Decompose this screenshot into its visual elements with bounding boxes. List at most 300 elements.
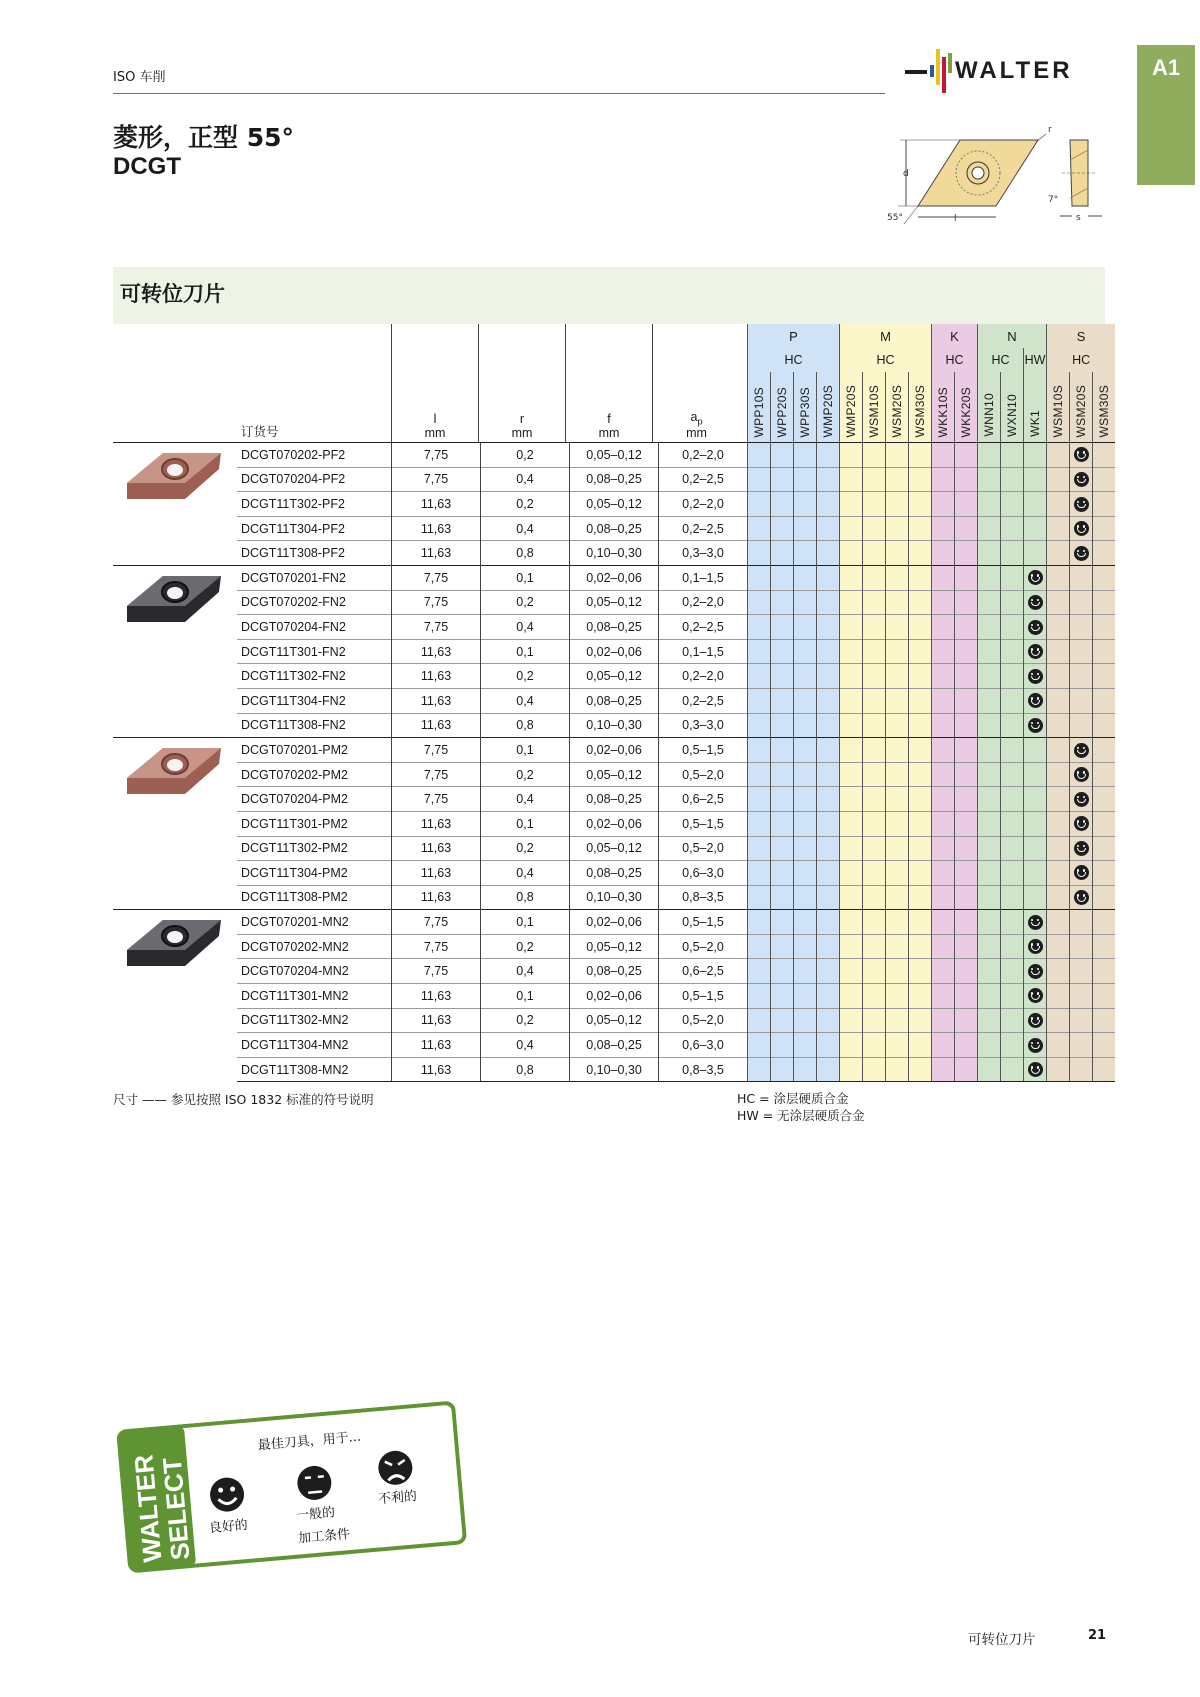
grade-cell [955, 738, 978, 763]
table-row[interactable] [113, 1033, 1161, 1058]
grade-cell [909, 959, 932, 984]
grade-cell [840, 467, 863, 492]
grade-cell [748, 934, 771, 959]
grade-cell [909, 861, 932, 886]
grade-cell [840, 639, 863, 664]
cell-f: 0,10–0,30 [570, 713, 659, 738]
good-condition-smile-icon [1028, 988, 1043, 1003]
table-row[interactable] [113, 910, 1161, 935]
insert-dimension-diagram [870, 120, 1110, 240]
legend-hw: HW = 无涂层硬质合金 [737, 1108, 865, 1123]
grade-cell [909, 492, 932, 517]
bad-label: 不利的 [377, 1489, 418, 1508]
grade-cell [978, 467, 1001, 492]
grade-cell [955, 664, 978, 689]
grade-cell [909, 836, 932, 861]
table-row[interactable] [113, 639, 1161, 664]
grade-cell [1047, 959, 1070, 984]
grade-cell [955, 1057, 978, 1082]
cell-f: 0,05–0,12 [570, 664, 659, 689]
grade-cell [1001, 664, 1024, 689]
grade-cell [955, 443, 978, 468]
grade-cell [1024, 787, 1047, 812]
col-header-ap: $a_p$ mm [652, 324, 740, 442]
table-row[interactable] [113, 861, 1161, 886]
label-l: l [954, 214, 957, 224]
grade-cell [1024, 738, 1047, 763]
grade-cell [1024, 541, 1047, 566]
grade-cell [771, 492, 794, 517]
cell-l: 11,63 [392, 836, 481, 861]
grade-cell [1070, 713, 1093, 738]
cell-l: 11,63 [392, 984, 481, 1009]
grade-cell [1093, 615, 1116, 640]
cell-r: 0,1 [481, 639, 570, 664]
good-condition-smile-icon [1074, 865, 1089, 880]
grade-cell [955, 861, 978, 886]
table-row[interactable] [113, 688, 1161, 713]
grade-cell [955, 836, 978, 861]
grade-cell [1001, 959, 1024, 984]
grade-cell [794, 565, 817, 590]
grade-cell [748, 639, 771, 664]
section-label: ISO 车削 [113, 70, 166, 85]
grade-cell [932, 959, 955, 984]
grade-cell [1093, 639, 1116, 664]
table-row[interactable] [113, 1008, 1161, 1033]
table-row[interactable] [113, 762, 1161, 787]
good-condition-smile-icon [1074, 497, 1089, 512]
grade-cell [817, 811, 840, 836]
grade-cell [1047, 443, 1070, 468]
cell-f: 0,05–0,12 [570, 590, 659, 615]
grade-cell [1024, 1057, 1047, 1082]
table-row[interactable] [113, 565, 1161, 590]
table-row[interactable] [113, 934, 1161, 959]
grade-cell [932, 590, 955, 615]
grade-cell [886, 615, 909, 640]
grade-cell [794, 861, 817, 886]
chapter-tab[interactable]: A1 [1137, 45, 1195, 185]
grade-cell [1001, 443, 1024, 468]
grade-cell [748, 738, 771, 763]
grade-header: WSM20S [1070, 372, 1093, 443]
grade-cell [955, 615, 978, 640]
grade-cell [863, 910, 886, 935]
good-condition-smile-icon [1074, 743, 1089, 758]
cell-f: 0,05–0,12 [570, 443, 659, 468]
grade-cell [863, 762, 886, 787]
grade-cell [909, 713, 932, 738]
grade-cell [1070, 565, 1093, 590]
good-condition-smile-icon [1074, 816, 1089, 831]
grade-cell [1093, 787, 1116, 812]
grade-cell [794, 639, 817, 664]
grade-cell [748, 836, 771, 861]
grade-cell [886, 1033, 909, 1058]
material-group-N: N [978, 324, 1047, 348]
grade-cell [794, 590, 817, 615]
grade-cell [1001, 615, 1024, 640]
cell-r: 0,1 [481, 811, 570, 836]
grade-cell [909, 467, 932, 492]
table-row[interactable] [113, 811, 1161, 836]
grade-cell [909, 738, 932, 763]
footer-section-label: 可转位刀片 [968, 1632, 1036, 1648]
table-row[interactable] [113, 443, 1161, 468]
grade-cell [840, 811, 863, 836]
grade-cell [1024, 516, 1047, 541]
grade-cell [1047, 836, 1070, 861]
grade-cell [1001, 885, 1024, 910]
grade-cell [1070, 984, 1093, 1009]
grade-cell [1070, 934, 1093, 959]
grade-cell [932, 1008, 955, 1033]
grade-cell [955, 541, 978, 566]
good-condition-smile-icon [1074, 521, 1089, 536]
grade-cell [771, 516, 794, 541]
grade-cell [748, 541, 771, 566]
cell-r: 0,1 [481, 565, 570, 590]
grade-cell [748, 713, 771, 738]
grade-cell [748, 516, 771, 541]
grade-cell [1070, 639, 1093, 664]
grade-cell [794, 1033, 817, 1058]
grade-cell [1047, 467, 1070, 492]
grade-cell [863, 861, 886, 886]
grade-cell [1093, 1057, 1116, 1082]
cell-f: 0,05–0,12 [570, 836, 659, 861]
cell-r: 0,8 [481, 885, 570, 910]
grade-header: WSM20S [886, 372, 909, 443]
cell-ap: 0,2–2,0 [659, 590, 748, 615]
grade-cell [1093, 664, 1116, 689]
table-row[interactable] [113, 590, 1161, 615]
grade-cell [1024, 639, 1047, 664]
grade-cell [886, 910, 909, 935]
grade-cell [840, 738, 863, 763]
grade-cell [748, 959, 771, 984]
grade-cell [748, 787, 771, 812]
grade-cell [932, 934, 955, 959]
cell-l: 11,63 [392, 1033, 481, 1058]
grade-cell [909, 787, 932, 812]
grade-cell [1024, 443, 1047, 468]
grade-cell [1001, 787, 1024, 812]
grade-cell [932, 492, 955, 517]
grade-cell [863, 492, 886, 517]
grade-cell [978, 664, 1001, 689]
grade-cell [932, 738, 955, 763]
grade-cell [817, 541, 840, 566]
grade-cell [1093, 492, 1116, 517]
grade-header: WSM30S [1093, 372, 1116, 443]
dimension-footnote: 尺寸 —— 参见按照 ISO 1832 标准的符号说明 [113, 1092, 374, 1107]
order-code: DCGT11T304-PM2 [237, 861, 392, 886]
grade-cell [840, 861, 863, 886]
table-row[interactable] [113, 984, 1161, 1009]
grade-cell [1070, 959, 1093, 984]
table-row[interactable] [113, 713, 1161, 738]
grade-cell [1001, 713, 1024, 738]
grade-cell [1070, 688, 1093, 713]
grade-cell [932, 787, 955, 812]
grade-cell [955, 1008, 978, 1033]
grade-cell [955, 787, 978, 812]
grade-cell [1024, 861, 1047, 886]
grade-cell [1070, 443, 1093, 468]
grade-cell [863, 1008, 886, 1033]
grade-cell [817, 738, 840, 763]
good-condition-smile-icon [1028, 595, 1043, 610]
grade-cell [840, 492, 863, 517]
grade-cell [955, 762, 978, 787]
grade-cell [886, 811, 909, 836]
grade-cell [909, 688, 932, 713]
grade-cell [909, 984, 932, 1009]
table-row[interactable] [113, 885, 1161, 910]
grade-cell [932, 762, 955, 787]
cell-r: 0,2 [481, 934, 570, 959]
grade-cell [1001, 565, 1024, 590]
label-relief-angle: 7° [1048, 195, 1059, 205]
cell-ap: 0,2–2,0 [659, 492, 748, 517]
cell-l: 7,75 [392, 934, 481, 959]
grade-cell [748, 984, 771, 1009]
grade-cell [932, 984, 955, 1009]
cell-l: 11,63 [392, 885, 481, 910]
grade-cell [1024, 688, 1047, 713]
good-condition-smile-icon [1074, 841, 1089, 856]
grade-cell [886, 1057, 909, 1082]
grade-cell [840, 443, 863, 468]
grade-cell [1070, 762, 1093, 787]
grade-cell [771, 688, 794, 713]
grade-cell [886, 664, 909, 689]
grade-cell [909, 1008, 932, 1033]
grade-cell [817, 787, 840, 812]
grade-cell [771, 541, 794, 566]
select-brand-line1: WALTER [128, 1453, 168, 1564]
grade-cell [955, 565, 978, 590]
grade-cell [1001, 861, 1024, 886]
grade-cell [794, 467, 817, 492]
grade-cell [1024, 590, 1047, 615]
select-brand-line2: SELECT [156, 1456, 196, 1562]
grade-header: WSM10S [1047, 372, 1070, 443]
grade-cell [794, 516, 817, 541]
grade-cell [886, 787, 909, 812]
grade-cell [1047, 787, 1070, 812]
grade-cell [1047, 910, 1070, 935]
grade-cell [886, 492, 909, 517]
grade-cell [978, 934, 1001, 959]
grade-cell [817, 861, 840, 886]
order-code: DCGT11T302-FN2 [237, 664, 392, 689]
grade-cell [794, 1057, 817, 1082]
grade-cell [1093, 565, 1116, 590]
order-code: DCGT070201-PM2 [237, 738, 392, 763]
grade-cell [748, 1033, 771, 1058]
grade-cell [932, 664, 955, 689]
table-row[interactable] [113, 615, 1161, 640]
table-row[interactable] [113, 516, 1161, 541]
grade-cell [932, 565, 955, 590]
cell-f: 0,08–0,25 [570, 1033, 659, 1058]
grade-cell [817, 590, 840, 615]
grade-cell [840, 713, 863, 738]
grade-cell [932, 541, 955, 566]
grade-cell [1001, 811, 1024, 836]
cell-r: 0,4 [481, 688, 570, 713]
good-condition-smile-icon [1074, 447, 1089, 462]
grade-cell [840, 1008, 863, 1033]
grade-cell [863, 984, 886, 1009]
table-row[interactable] [113, 664, 1161, 689]
grade-cell [955, 910, 978, 935]
cell-ap: 0,2–2,0 [659, 443, 748, 468]
grade-cell [1093, 959, 1116, 984]
grade-cell [794, 984, 817, 1009]
grade-cell [817, 516, 840, 541]
grade-cell [817, 1008, 840, 1033]
grade-cell [817, 762, 840, 787]
grade-type-N-HW: HW [1024, 348, 1047, 372]
grade-cell [771, 959, 794, 984]
grade-cell [771, 664, 794, 689]
grade-cell [1047, 934, 1070, 959]
grade-cell [817, 1057, 840, 1082]
grade-cell [771, 565, 794, 590]
grade-cell [955, 1033, 978, 1058]
grade-cell [1024, 762, 1047, 787]
grade-header: WPP10S [748, 372, 771, 443]
grade-cell [978, 836, 1001, 861]
grade-cell [1001, 934, 1024, 959]
grade-cell [955, 516, 978, 541]
grade-cell [978, 713, 1001, 738]
grade-cell [771, 861, 794, 886]
grade-cell [840, 590, 863, 615]
grade-cell [794, 885, 817, 910]
col-header-r: r mm [478, 324, 565, 442]
grade-cell [794, 1008, 817, 1033]
grade-cell [1024, 910, 1047, 935]
grade-header: WXN10 [1001, 372, 1024, 443]
grade-cell [840, 885, 863, 910]
grade-cell [886, 443, 909, 468]
grade-cell [1024, 615, 1047, 640]
grade-cell [817, 836, 840, 861]
cell-l: 11,63 [392, 688, 481, 713]
table-row[interactable] [113, 1057, 1161, 1082]
cell-ap: 0,3–3,0 [659, 713, 748, 738]
grade-cell [955, 688, 978, 713]
grade-cell [886, 713, 909, 738]
table-row[interactable] [113, 738, 1161, 763]
table-row[interactable] [113, 467, 1161, 492]
grade-cell [771, 762, 794, 787]
grade-cell [909, 541, 932, 566]
grade-cell [840, 664, 863, 689]
cell-l: 11,63 [392, 1008, 481, 1033]
table-row[interactable] [113, 787, 1161, 812]
grade-cell [771, 934, 794, 959]
cell-r: 0,8 [481, 541, 570, 566]
grade-cell [1047, 590, 1070, 615]
grade-cell [817, 713, 840, 738]
insert-photo [113, 738, 237, 910]
good-condition-smile-icon [1028, 570, 1043, 585]
grade-cell [909, 1033, 932, 1058]
grade-cell [978, 762, 1001, 787]
grade-header: WSM30S [909, 372, 932, 443]
order-code: DCGT11T308-PM2 [237, 885, 392, 910]
grade-cell [1070, 910, 1093, 935]
grade-type-S-HC: HC [1047, 348, 1116, 372]
cell-l: 7,75 [392, 467, 481, 492]
grade-cell [794, 492, 817, 517]
grade-cell [909, 516, 932, 541]
grade-cell [794, 959, 817, 984]
grade-cell [909, 885, 932, 910]
grade-cell [1093, 443, 1116, 468]
grade-cell [771, 885, 794, 910]
cell-r: 0,2 [481, 664, 570, 689]
grade-cell [909, 443, 932, 468]
grade-cell [817, 492, 840, 517]
cell-f: 0,08–0,25 [570, 688, 659, 713]
grade-cell [1047, 516, 1070, 541]
grade-cell [794, 615, 817, 640]
grade-cell [955, 811, 978, 836]
cell-f: 0,08–0,25 [570, 959, 659, 984]
grade-cell [1001, 590, 1024, 615]
col-header-l: l mm [391, 324, 478, 442]
grade-cell [1093, 1033, 1116, 1058]
cell-ap: 0,2–2,5 [659, 467, 748, 492]
grade-cell [886, 836, 909, 861]
order-code: DCGT070204-MN2 [237, 959, 392, 984]
cell-f: 0,02–0,06 [570, 639, 659, 664]
grade-cell [909, 910, 932, 935]
grade-cell [1093, 836, 1116, 861]
table-row[interactable] [113, 541, 1161, 566]
grade-cell [771, 910, 794, 935]
grade-cell [955, 959, 978, 984]
table-row[interactable] [113, 492, 1161, 517]
cell-ap: 0,5–1,5 [659, 811, 748, 836]
cell-l: 11,63 [392, 516, 481, 541]
grade-cell [1093, 467, 1116, 492]
grade-cell [1093, 885, 1116, 910]
grade-cell [978, 984, 1001, 1009]
grade-cell [771, 811, 794, 836]
grade-cell [1047, 615, 1070, 640]
grade-cell [817, 639, 840, 664]
insert-copper-icon [125, 742, 225, 800]
table-row[interactable] [113, 836, 1161, 861]
conditions-label: 加工条件 [297, 1527, 351, 1547]
grade-cell [794, 664, 817, 689]
grade-cell [886, 688, 909, 713]
grade-cell [794, 811, 817, 836]
page-subtitle: DCGT [113, 153, 181, 180]
table-row[interactable] [113, 959, 1161, 984]
cell-l: 11,63 [392, 492, 481, 517]
order-code: DCGT070204-FN2 [237, 615, 392, 640]
select-heading: 最佳刀具，用于... [257, 1429, 362, 1454]
